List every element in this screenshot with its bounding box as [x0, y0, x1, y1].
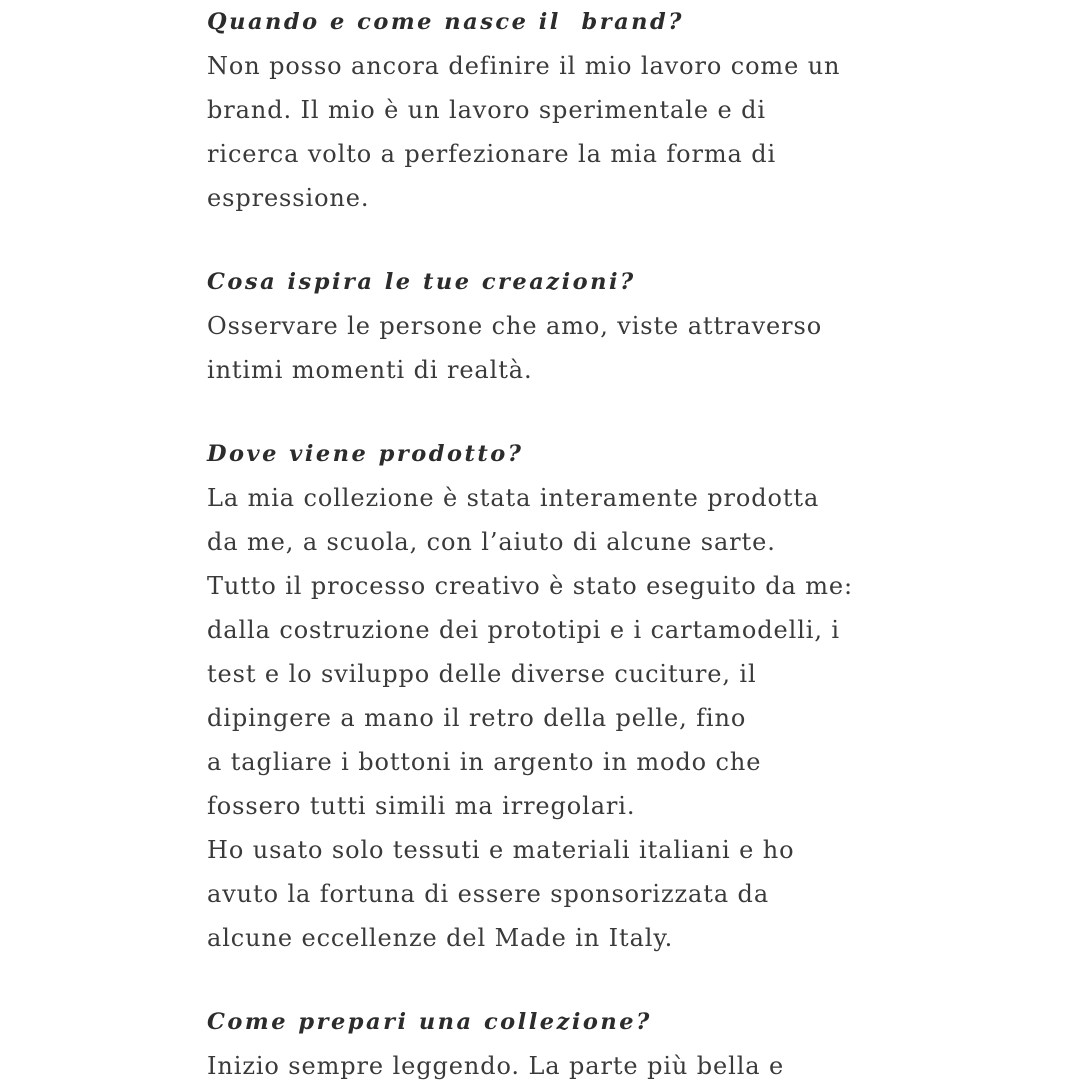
- question-heading: Cosa ispira le tue creazioni?: [207, 269, 636, 295]
- answer-line: La mia collezione è stata interamente prodotta: [207, 484, 820, 512]
- interview-article: [207, 0, 927, 1088]
- answer-line: dipingere a mano il retro della pelle, fino: [207, 704, 747, 732]
- answer-line: Non posso ancora definire il mio lavoro come un: [207, 52, 841, 80]
- qa-section-production: [207, 432, 927, 960]
- answer-line: Ho usato solo tessuti e materiali italiani e ho: [207, 836, 795, 864]
- section-spacer: [207, 960, 927, 1000]
- question-heading: Dove viene prodotto?: [207, 441, 524, 467]
- answer-line: Osservare le persone che amo, viste attraverso: [207, 312, 823, 340]
- answer-line: Tutto il processo creativo è stato eseguito da me:: [207, 572, 853, 600]
- answer-line: Inizio sempre leggendo. La parte più bella e: [207, 1052, 785, 1080]
- qa-section-inspiration: [207, 260, 927, 392]
- answer-line: espressione.: [207, 184, 370, 212]
- answer-line: a tagliare i bottoni in argento in modo che: [207, 748, 762, 776]
- answer-line: test e lo sviluppo delle diverse cuciture, il: [207, 660, 757, 688]
- answer-line: da me, a scuola, con l’aiuto di alcune sarte.: [207, 528, 776, 556]
- section-spacer: [207, 392, 927, 432]
- answer-line: avuto la fortuna di essere sponsorizzata da: [207, 880, 770, 908]
- answer-line: dalla costruzione dei prototipi e i cartamodelli, i: [207, 616, 840, 644]
- question-heading: Quando e come nasce il brand?: [207, 9, 684, 35]
- answer-line: brand. Il mio è un lavoro sperimentale e di: [207, 96, 766, 124]
- question-heading: Come prepari una collezione?: [207, 1009, 652, 1035]
- answer-line: intimi momenti di realtà.: [207, 356, 533, 384]
- answer-line: ricerca volto a perfezionare la mia forma di: [207, 140, 777, 168]
- qa-section-collection: [207, 1000, 927, 1088]
- answer-line: alcune eccellenze del Made in Italy.: [207, 924, 674, 952]
- answer-line: fossero tutti simili ma irregolari.: [207, 792, 636, 820]
- section-spacer: [207, 220, 927, 260]
- qa-section-brand: [207, 0, 927, 220]
